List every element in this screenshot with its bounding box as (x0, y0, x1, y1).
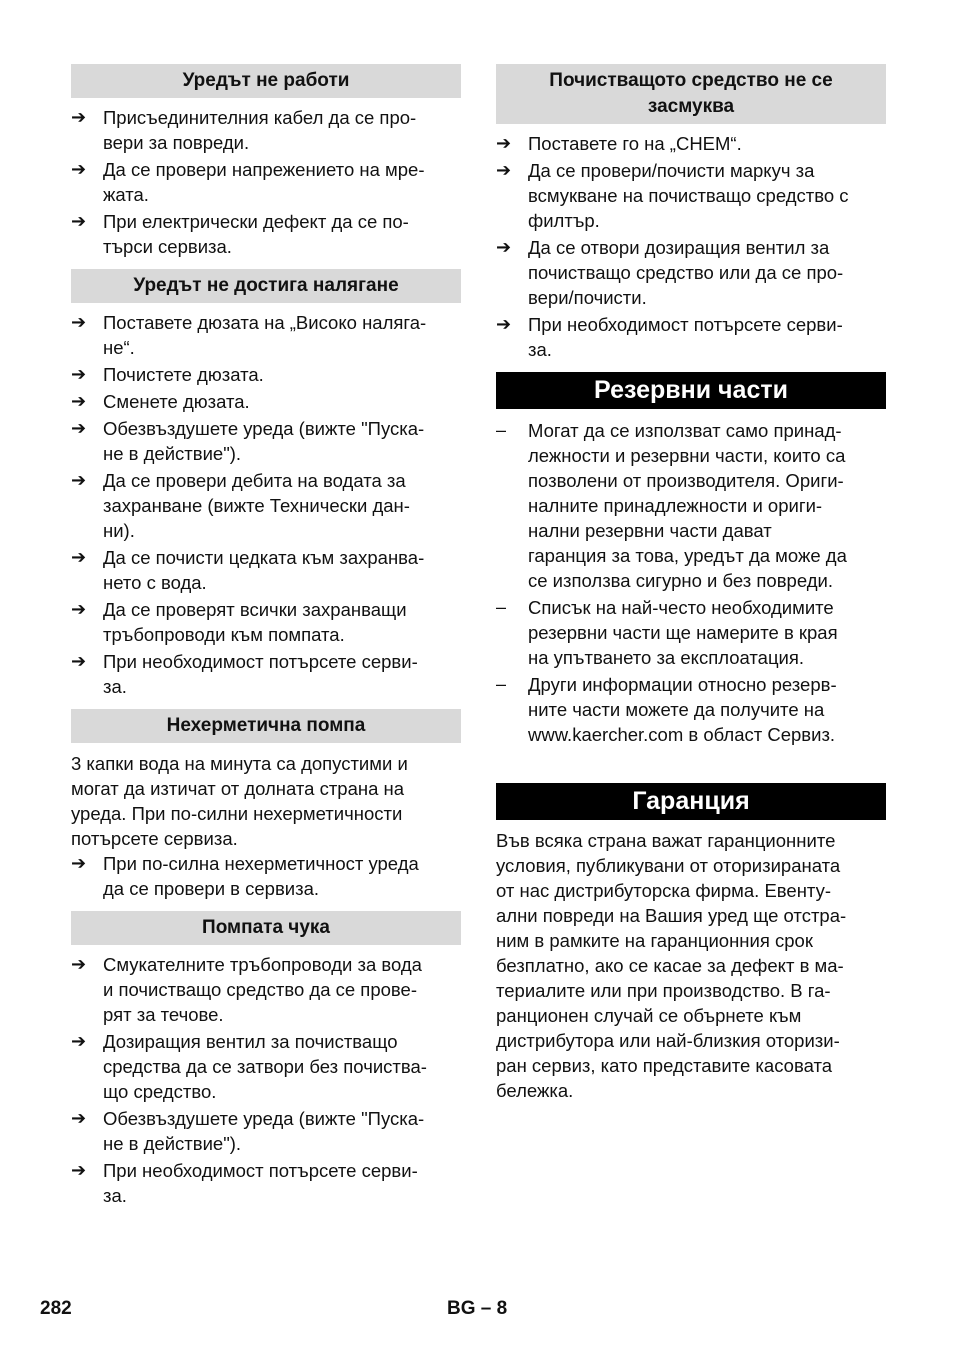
list-item (71, 310, 461, 360)
list-item (496, 235, 886, 310)
list-item-text: Да се провери напрежението на мре- жата. (103, 159, 425, 205)
list-item-text: Могат да се използват само принад- лежности и резервни части, които са позволени от производителя. Ориги- налните принадлежности и ориги- нални резервни части дават гаранция за това, уредът да може да се използва сигурно и без повреди. (528, 420, 847, 591)
list-item (496, 672, 886, 747)
list-item (71, 105, 461, 155)
list-item (71, 851, 461, 901)
list-item-text: Да се проверят всички захранващи тръбопроводи към помпата. (103, 599, 407, 645)
list-item (71, 597, 461, 647)
list-item-text: При по-силна нехерметичност уреда да се провери в сервиза. (103, 853, 419, 899)
list-item-text: Почистете дюзата. (103, 364, 264, 385)
arrow-right-icon: ➔ (71, 418, 87, 438)
language-page-label: BG – 8 (447, 1298, 508, 1319)
arrow-right-icon: ➔ (71, 599, 87, 619)
leaking-pump-paragraph: 3 капки вода на минута са допустими и могат да изтичат от долната страна на уреда. При по-силни нехерметичности потърсете сервиза. (71, 753, 408, 849)
arrow-right-icon: ➔ (71, 107, 87, 127)
list-item-text: Поставете дюзата на „Високо наляга- не“. (103, 312, 427, 358)
arrow-right-icon: ➔ (71, 211, 87, 231)
action-list (71, 851, 461, 901)
arrow-right-icon: ➔ (71, 853, 87, 873)
list-item (71, 649, 461, 699)
arrow-right-icon: ➔ (496, 160, 512, 180)
list-item (71, 1029, 461, 1104)
list-item (71, 545, 461, 595)
list-item (71, 468, 461, 543)
list-item (496, 312, 886, 362)
action-list (71, 310, 461, 699)
right-column (496, 64, 886, 1103)
list-item (71, 952, 461, 1027)
arrow-right-icon: ➔ (496, 314, 512, 334)
arrow-right-icon: ➔ (71, 470, 87, 490)
section-heading-device-not-working: Уредът не работи (71, 64, 461, 98)
action-list (496, 131, 886, 362)
arrow-right-icon: ➔ (71, 159, 87, 179)
list-item (71, 1158, 461, 1208)
section-heading-warranty: Гаранция (496, 783, 886, 820)
list-item-text: Смукателните тръбопроводи за вода и почистващо средство да се прове- рят за течове. (103, 954, 422, 1025)
arrow-right-icon: ➔ (71, 547, 87, 567)
list-item-text: При необходимост потърсете серви- за. (528, 314, 843, 360)
arrow-right-icon: ➔ (496, 237, 512, 257)
action-list (71, 105, 461, 259)
list-item-text: Да се провери дебита на водата за захранване (вижте Технически дан- ни). (103, 470, 410, 541)
list-item (496, 131, 886, 156)
list-item-text: Да се отвори дозиращия вентил за почистващо средство или да се про- вери/почисти. (528, 237, 844, 308)
list-item-text: При необходимост потърсете серви- за. (103, 1160, 418, 1206)
list-item-text: Обезвъздушете уреда (вижте "Пуска- не в действие"). (103, 1108, 425, 1154)
list-item (496, 595, 886, 670)
list-item-text: Дозиращия вентил за почистващо средства да се затвори без почиства- що средство. (103, 1031, 427, 1102)
section-heading-pump-knocking: Помпата чука (71, 911, 461, 945)
list-item-text: При електрически дефект да се по- търси сервиза. (103, 211, 409, 257)
spare-parts-list (496, 418, 886, 747)
list-item-text: Присъединителния кабел да се про- вери за повреди. (103, 107, 417, 153)
list-item (71, 389, 461, 414)
list-item (71, 209, 461, 259)
warranty-paragraph: Във всяка страна важат гаранционните условия, публикувани от оторизираната от нас дистрибуторска фирма. Евенту- ални повреди на Вашия уред ще отстра- ним в рамките на гаранционния срок безплатно, ако се касае за дефект в ма- териалите или при производство. В га- ранционен случай се обърнете към дистрибутора или най-близкия оторизи- ран сервиз, като представите касовата бележка. (496, 830, 847, 1101)
list-item-text: Списък на най-често необходимите резервни части ще намерите в края на упътването за експлоатация. (528, 597, 838, 668)
dash-bullet-icon: – (496, 597, 507, 617)
list-item-text: Обезвъздушете уреда (вижте "Пуска- не в действие"). (103, 418, 425, 464)
dash-bullet-icon: – (496, 674, 507, 694)
list-item-text: Да се провери/почисти маркуч за всмукване на почистващо средство с филтър. (528, 160, 849, 231)
list-item (496, 158, 886, 233)
list-item-text: Поставете го на „CHEM“. (528, 133, 742, 154)
arrow-right-icon: ➔ (71, 391, 87, 411)
arrow-right-icon: ➔ (71, 312, 87, 332)
arrow-right-icon: ➔ (71, 364, 87, 384)
page-number: 282 (40, 1298, 72, 1319)
list-item (71, 416, 461, 466)
left-column (71, 64, 461, 1218)
dash-bullet-icon: – (496, 420, 507, 440)
arrow-right-icon: ➔ (496, 133, 512, 153)
action-list (71, 952, 461, 1208)
arrow-right-icon: ➔ (71, 1031, 87, 1051)
list-item (71, 1106, 461, 1156)
arrow-right-icon: ➔ (71, 1108, 87, 1128)
section-heading-no-pressure: Уредът не достига налягане (71, 269, 461, 303)
list-item (496, 418, 886, 593)
list-item-text: Да се почисти цедката към захранва- нето с вода. (103, 547, 425, 593)
list-item-text: Сменете дюзата. (103, 391, 250, 412)
list-item (71, 157, 461, 207)
arrow-right-icon: ➔ (71, 954, 87, 974)
section-heading-spare-parts: Резервни части (496, 372, 886, 409)
list-item (71, 362, 461, 387)
list-item-text: Други информации относно резерв- ните части можете да получите на www.kaercher.com в област Сервиз. (528, 674, 837, 745)
section-heading-detergent-not-sucked: Почистващото средство не се засмуква (496, 64, 886, 124)
arrow-right-icon: ➔ (71, 1160, 87, 1180)
list-item-text: При необходимост потърсете серви- за. (103, 651, 418, 697)
arrow-right-icon: ➔ (71, 651, 87, 671)
section-heading-leaking-pump: Нехерметична помпа (71, 709, 461, 743)
